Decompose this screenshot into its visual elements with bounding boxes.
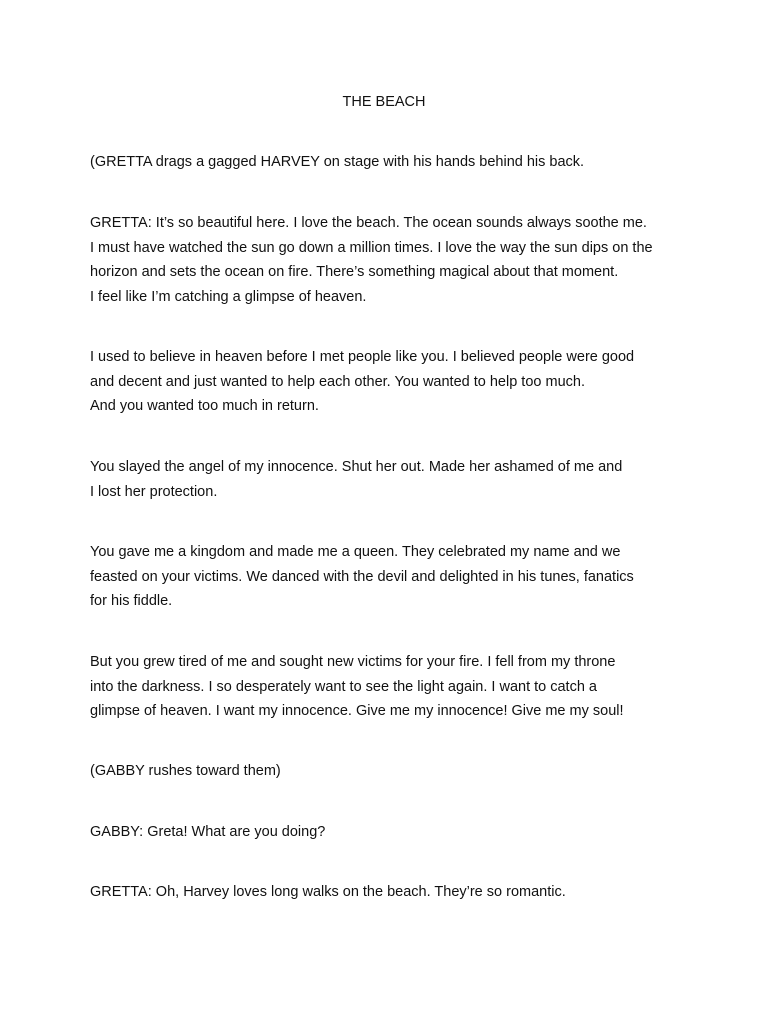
text-line: I must have watched the sun go down a million times. I love the way the sun dips on the [90,239,653,256]
text-line: (GABBY rushes toward them) [90,763,281,779]
text-line: GRETTA: Oh, Harvey loves long walks on the beach. They’re so romantic. [90,884,566,900]
text-line: I feel like I’m catching a glimpse of heaven. [90,288,367,305]
text-line: and decent and just wanted to help each other. You wanted to help too much. [90,373,585,390]
text-line: GRETTA: It’s so beautiful here. I love the beach. The ocean sounds always soothe me. [90,215,647,231]
text-line: But you grew tired of me and sought new victims for your fire. I fell from my throne [90,654,616,670]
paragraph-gretta-monologue-2 [90,345,690,419]
text-line: feasted on your victims. We danced with the devil and delighted in his tunes, fanatics [90,568,634,585]
paragraph-gretta-monologue-5 [90,650,690,724]
text-line: horizon and sets the ocean on fire. There’s something magical about that moment. [90,264,619,280]
text-line: GABBY: Greta! What are you doing? [90,824,326,840]
text-line: glimpse of heaven. I want my innocence. Give me my innocence! Give me my soul! [90,703,624,719]
text-line: (GRETTA drags a gagged HARVEY on stage with his hands behind his back. [90,154,585,170]
document-title: THE BEACH [342,94,426,110]
paragraph-stage-direction-2 [90,759,690,784]
text-line: I lost her protection. [90,483,218,500]
text-line: You slayed the angel of my innocence. Shut her out. Made her ashamed of me and [90,459,623,475]
text-line: And you wanted too much in return. [90,398,319,414]
paragraph-stage-direction-1 [90,150,690,175]
paragraph-gretta-monologue-3 [90,455,690,504]
text-line: into the darkness. I so desperately want to see the light again. I want to catch a [90,678,597,695]
paragraph-gabby-line [90,820,690,845]
paragraph-gretta-monologue-4 [90,540,690,614]
text-line: I used to believe in heaven before I met people like you. I believed people were good [90,349,635,365]
text-line: for his fiddle. [90,593,173,609]
paragraph-gretta-monologue-1 [90,211,690,309]
paragraph-gretta-line [90,880,690,905]
text-line: You gave me a kingdom and made me a queen. They celebrated my name and we [90,544,621,560]
